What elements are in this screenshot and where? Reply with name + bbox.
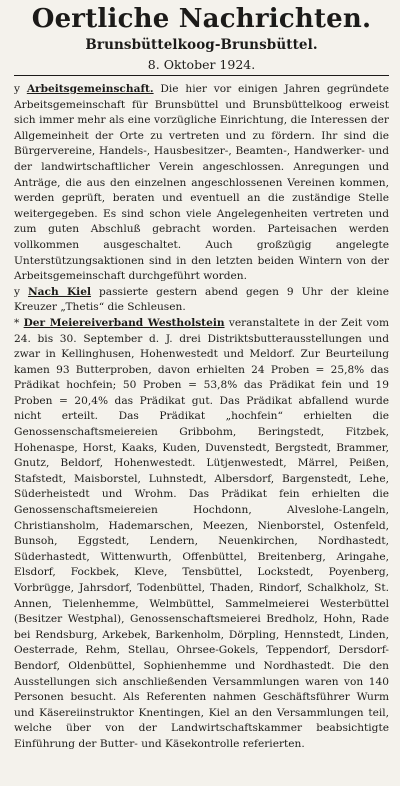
article-text: passierte gestern abend gegen 9 Uhr der kleine Kreuzer „Thetis“ die Schleusen. xyxy=(14,285,390,314)
location-heading: Brunsbüttelkoog-Brunsbüttel. xyxy=(85,37,318,53)
article-marker: * xyxy=(14,316,20,329)
header-divider xyxy=(14,75,389,76)
article-heading: Arbeitsgemeinschaft. xyxy=(26,83,154,95)
article-nach-kiel xyxy=(14,285,389,316)
article-arbeitsgemeinschaft xyxy=(14,82,389,285)
article-marker: y xyxy=(14,83,20,95)
article-meiereiverband xyxy=(14,316,389,753)
article-marker: y xyxy=(14,285,20,298)
article-text: Die hier vor einigen Jahren gegründete Arbeitsgemeinschaft für Brunsbüttel und Brunsbüttelkoog erweist sich immer mehr als eine vorzügliche Einrichtung, die Interessen der Allgemeinheit der Orte zu vertreten und zu fördern. Ihr sind die Bürgervereine, Handels-, Hausbesitzer-, Beamten-, Handwerker- und der landwirtschaftlicher Verein angeschlossen. Anregungen und Anträge, die aus den einzelnen angeschlossenen Vereinen kommen, werden geprüft, beraten und eventuell an die zuständige Stelle weitergegeben. Es sind schon viele Angelegenheiten vertreten und zum guten Abschluß gebracht worden. Parteisachen werden vollkommen ausgeschaltet. Auch großzügig angelegte Unterstützungsaktionen sind in den letzten beiden Wintern von der Arbeitsgemeinschaft durchgeführt worden. xyxy=(14,83,389,283)
section-title: Oertliche Nachrichten. xyxy=(31,4,372,34)
article-heading: Nach Kiel xyxy=(27,285,91,298)
issue-date: 8. Oktober 1924. xyxy=(147,57,256,72)
article-text: veranstaltete in der Zeit vom 24. bis 30. September d. J. drei Distriktsbutterausstellungen und zwar in Kellinghusen, Hohenwestedt und Meldorf. Zur Beurteilung kamen 93 Butterproben, davon erhielten 24 Proben = 25,8% das Prädikat hochfein; 50 Proben = 53,8% das Prädikat fein und 19 Proben = 20,4% das Prädikat gut. Das Prädikat abfallend wurde nicht erteilt. Das Prädikat „hochfein“ erhielten die Genossenschaftsmeiereien Gribbohm, Beringstedt, Fitzbek, Hohenaspe, Horst, Kaaks, Kuden, Duvenstedt, Bergstedt, Brammer, Gnutz, Beldorf, Hohenwestedt. Lütjenwestedt, Märrel, Peißen, Stafstedt, Maisborstel, Luhnstedt, Albersdorf, Bargenstedt, Lehe, Süderheistedt und Wrohm. Das Prädikat fein erhielten die Genossenschaftsmeiereien Hochdonn, Alveslohe-Langeln, Christiansholm, Hademarschen, Meezen, Nienborstel, Ostenfeld, Bunsoh, Eggstedt, Lendern, Neuenkirchen, Nordhastedt, Süderhastedt, Wittenwurth, Offenbüttel, Breitenberg, Aringahe, Elsdorf, Fockbek, Kleve, Tensbüttel, Lockstedt, Poyenberg, Vorbrügge, Jahrsdorf, Todenbüttel, Thaden, Rindorf, Schalkholz, St. Annen, Tielenhemme, Welmbüttel, Sammelmeierei Westerbüttel (Besitzer Westphal), Genossenschaftsmeierei Bredholz, Hohn, Rade bei Rendsburg, Arkebek, Barkenholm, Dörpling, Hennstedt, Linden, Oesterrade, Rehm, Stellau, Ohrsee-Gokels, Teppendorf, Dersdorf-Bendorf, Oldenbüttel, Sophienhemme und Nordhastedt. Die den Ausstellungen sich anschließenden Versammlungen waren von 140 Personen besucht. Als Referenten nahmen Geschäftsführer Wurm und Käsereiinstruktor Knentingen, Kiel an den Versammlungen teil, welche über von der Landwirtschaftskammer beabsichtigte Einführung der Butter- und Käsekontrolle referierten. xyxy=(14,316,390,750)
article-heading: Der Meiereiverband Westholstein xyxy=(23,316,225,329)
